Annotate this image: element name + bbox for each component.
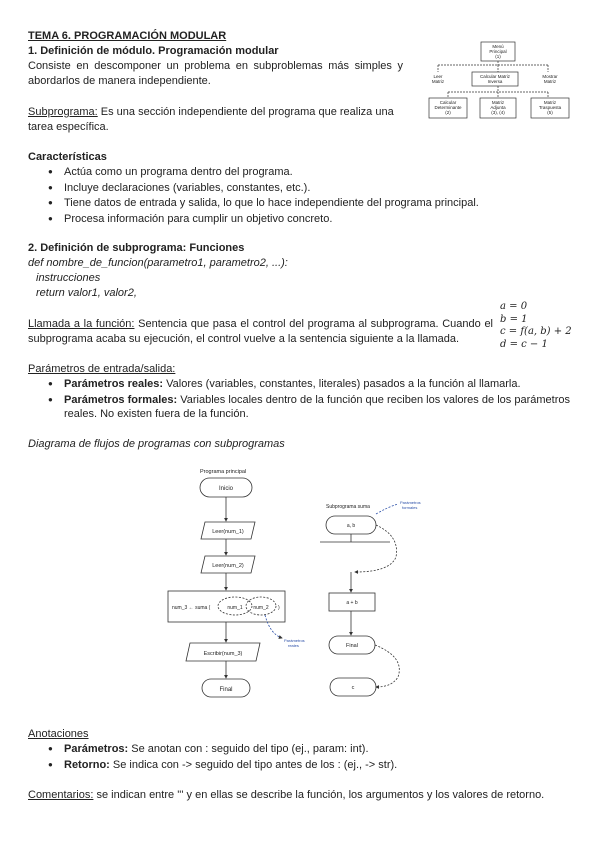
subprograma-definition	[28, 105, 403, 134]
page-title: TEMA 6. PROGRAMACIÓN MODULAR	[28, 30, 227, 42]
main-leer1: Leer(num_1)	[212, 529, 244, 535]
anot-text: Se anotan con : seguido del tipo (ej., param: int).	[128, 743, 369, 755]
param-text: Variables locales dentro de la función que reciben los valores de los parámetros reales. No existen fuera de la función.	[64, 393, 571, 420]
main-final: Final	[219, 687, 233, 693]
code-line-return: return valor1, valor2,	[36, 287, 137, 299]
tree-c3-l3: (5)	[547, 110, 553, 115]
code-line-def: def nombre_de_funcion(parametro1, parametro2, ...):	[28, 257, 288, 269]
main-note-l2: reales	[288, 643, 299, 648]
flow-diagrams	[160, 462, 445, 707]
list-item: ● Incluye declaraciones (variables, constantes, etc.).	[48, 181, 578, 196]
main-leer2: Leer(num_2)	[212, 563, 244, 569]
list-item	[48, 377, 570, 392]
main-assign: num_3 ← suma (	[172, 605, 211, 611]
list-item: ● Procesa información para cumplir un objetivo concreto.	[48, 212, 578, 227]
sub-final: Final	[346, 643, 358, 649]
list-item	[48, 742, 578, 757]
tree-left-l1: Leer	[433, 74, 443, 79]
tree-right-l2: Matriz	[543, 79, 557, 84]
parametros-list	[48, 377, 570, 422]
math-line: d = c − 1	[500, 338, 548, 350]
list-item: ● Tiene datos de entrada y salida, lo que lo hace independiente del programa principal.	[48, 196, 578, 211]
section1-heading: 1. Definición de módulo. Programación modular	[28, 45, 279, 57]
diagram-caption: Diagrama de flujos de programas con subprogramas	[28, 438, 285, 450]
param-term: Parámetros formales:	[64, 393, 178, 406]
code-line-body: instrucciones	[36, 272, 101, 284]
comentarios-text: se indican entre ''' y en ellas se describe la función, los argumentos y los valores de retorno.	[93, 789, 545, 801]
sub-note-l2: formales	[402, 505, 418, 510]
sub-return: c	[351, 685, 355, 691]
tree-c1-l1: Calcular	[439, 100, 457, 105]
subprograma-text: Es una sección independiente del programa que realiza una tarea específica.	[28, 106, 394, 133]
anot-term: Retorno:	[64, 758, 110, 771]
main-arg1: num_1	[227, 605, 243, 611]
parametros-heading: Parámetros de entrada/salida:	[28, 363, 176, 375]
param-text: Valores (variables, constantes, literales) pasados a la función al llamarla.	[163, 378, 521, 390]
subprograma-term: Subprograma:	[28, 106, 98, 118]
anot-term: Parámetros:	[64, 743, 129, 755]
tree-c3-l1: Matriz	[543, 100, 557, 105]
list-item: ● Actúa como un programa dentro del programa.	[48, 165, 578, 180]
tree-c1-l2: Determinante	[434, 105, 462, 110]
math-example	[500, 301, 572, 351]
section1-text: Consiste en descomponer un problema en subproblemas más simples y abordarlos de manera independiente.	[28, 60, 403, 87]
anotaciones-list	[48, 742, 578, 772]
caracteristicas-heading: Características	[28, 151, 107, 163]
llamada-definition	[28, 317, 493, 346]
main-title: Programa principal	[200, 469, 247, 475]
math-line: c = f(a, b) + 2	[500, 326, 572, 337]
math-line: a = 0	[500, 301, 528, 312]
tree-right-l1: Mostrar	[542, 74, 558, 79]
module-tree-diagram	[428, 40, 586, 120]
section2-heading: 2. Definición de subprograma: Funciones	[28, 242, 245, 254]
tree-c2-l2: Adjunta	[490, 105, 506, 110]
main-escribir: Escribir(num_3)	[203, 651, 243, 657]
sub-calc: a + b	[346, 600, 358, 606]
tree-root-l1: Menú	[492, 44, 504, 49]
tree-mid-l2: Inversa	[487, 79, 503, 84]
llamada-term: Llamada a la función:	[28, 318, 135, 330]
tree-c1-l3: (2)	[445, 110, 451, 115]
tree-mid-l1: Calcular Matriz	[479, 74, 511, 79]
sub-start: a, b	[346, 523, 356, 529]
param-term: Parámetros reales:	[64, 378, 164, 390]
tree-root-l3: (1)	[495, 54, 501, 59]
main-inicio: Inicio	[218, 486, 234, 492]
tree-left-l2: Matriz	[431, 79, 445, 84]
anotaciones-heading: Anotaciones	[28, 728, 89, 740]
tree-c2-l3: (3), (4)	[491, 110, 505, 115]
sub-note-l1: Parámetros	[400, 500, 421, 505]
list-item	[48, 758, 578, 773]
main-close: )	[278, 605, 280, 611]
main-note-l1: Parámetros	[284, 638, 305, 643]
tree-root-l2: Principal	[489, 49, 507, 54]
anot-text: Se indica con -> seguido del tipo antes de los : (ej., -> str).	[109, 758, 398, 771]
sub-title: Subprograma suma	[326, 504, 370, 510]
math-line: b = 1	[500, 313, 528, 325]
llamada-text: Sentencia que pasa el control del programa al subprograma. Cuando el subprograma acaba su ejecución, el control vuelve a la sentencia siguiente a la llamada.	[28, 318, 494, 345]
tree-c2-l1: Matriz	[491, 100, 505, 105]
main-arg2: num_2	[253, 605, 269, 611]
list-item	[48, 393, 570, 422]
caracteristicas-list	[48, 165, 578, 226]
tree-c3-l2: Traspuesta	[538, 105, 562, 110]
comentarios	[28, 788, 578, 803]
comentarios-term: Comentarios:	[28, 789, 94, 801]
